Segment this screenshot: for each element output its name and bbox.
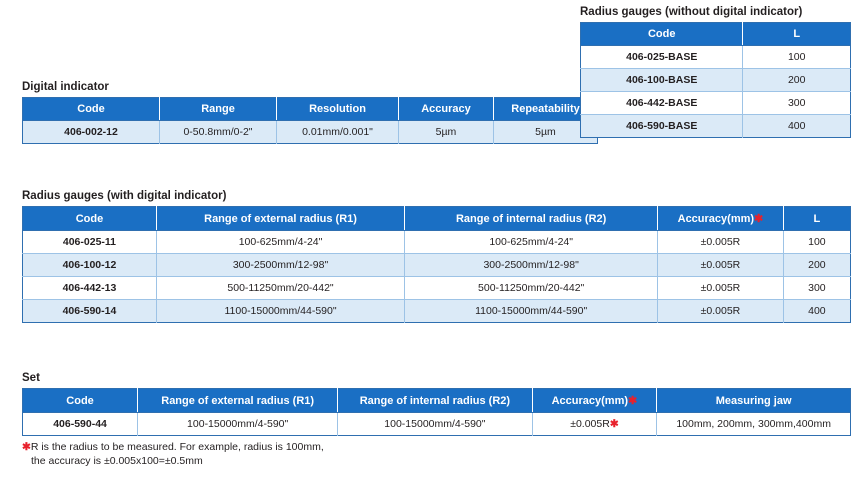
cell-accuracy: ±0.005R <box>658 231 784 254</box>
cell-l: 200 <box>783 254 850 277</box>
cell-internal-radius: 100-15000mm/4-590" <box>338 413 532 436</box>
col-external-radius: Range of external radius (R1) <box>156 207 404 231</box>
table-row <box>23 300 851 323</box>
cell-l: 300 <box>783 277 850 300</box>
table-row <box>581 69 851 92</box>
asterisk-icon: ✱ <box>754 213 764 225</box>
cell-code: 406-025-11 <box>23 231 157 254</box>
col-accuracy-label: Accuracy(mm) <box>677 213 755 225</box>
radius-gauges-with-indicator-block <box>22 190 851 323</box>
col-accuracy: Accuracy <box>399 98 494 121</box>
col-accuracy-label: Accuracy(mm) <box>551 395 629 407</box>
cell-internal-radius: 1100-15000mm/44-590" <box>405 300 658 323</box>
cell-code: 406-442-BASE <box>581 92 743 115</box>
cell-external-radius: 1100-15000mm/44-590" <box>156 300 404 323</box>
set-table <box>22 388 851 436</box>
table-row <box>23 121 598 144</box>
table-row <box>581 92 851 115</box>
footnote-line-1: R is the radius to be measured. For example, radius is 100mm, <box>30 441 324 453</box>
footnote <box>22 440 522 468</box>
col-external-radius: Range of external radius (R1) <box>138 389 338 413</box>
table-row <box>581 115 851 138</box>
radius-gauges-without-indicator-block <box>580 6 851 138</box>
col-l: L <box>743 23 851 46</box>
table-row <box>23 277 851 300</box>
cell-l: 400 <box>783 300 850 323</box>
cell-accuracy: ±0.005R <box>658 277 784 300</box>
cell-resolution: 0.01mm/0.001" <box>277 121 399 144</box>
table-row <box>23 231 851 254</box>
cell-accuracy: ±0.005R <box>658 254 784 277</box>
col-resolution: Resolution <box>277 98 399 121</box>
col-repeatability: Repeatability <box>494 98 598 121</box>
cell-l: 300 <box>743 92 851 115</box>
cell-code: 406-002-12 <box>23 121 160 144</box>
digital-indicator-table <box>22 97 598 144</box>
table-header-row <box>23 98 598 121</box>
cell-external-radius: 500-11250mm/20-442" <box>156 277 404 300</box>
table-header-row <box>581 23 851 46</box>
cell-code: 406-442-13 <box>23 277 157 300</box>
footnote-line-2: the accuracy is ±0.005x100=±0.5mm <box>31 455 203 468</box>
cell-code: 406-025-BASE <box>581 46 743 69</box>
col-l: L <box>783 207 850 231</box>
col-code: Code <box>581 23 743 46</box>
asterisk-icon: ✱ <box>628 395 638 407</box>
cell-external-radius: 100-15000mm/4-590" <box>138 413 338 436</box>
asterisk-icon: ✱ <box>609 418 619 430</box>
cell-accuracy: ±0.005R <box>658 300 784 323</box>
cell-l: 100 <box>743 46 851 69</box>
cell-l: 400 <box>743 115 851 138</box>
table-header-row <box>23 207 851 231</box>
col-code: Code <box>23 98 160 121</box>
cell-internal-radius: 300-2500mm/12-98" <box>405 254 658 277</box>
cell-external-radius: 100-625mm/4-24" <box>156 231 404 254</box>
cell-code: 406-590-14 <box>23 300 157 323</box>
table-row <box>23 254 851 277</box>
table-header-row <box>23 389 851 413</box>
col-code: Code <box>23 207 157 231</box>
cell-measuring-jaw: 100mm, 200mm, 300mm,400mm <box>657 413 851 436</box>
col-internal-radius: Range of internal radius (R2) <box>405 207 658 231</box>
cell-code: 406-590-BASE <box>581 115 743 138</box>
digital-indicator-block <box>22 81 598 144</box>
cell-internal-radius: 500-11250mm/20-442" <box>405 277 658 300</box>
set-title: Set <box>22 372 40 384</box>
cell-code: 406-590-44 <box>23 413 138 436</box>
col-accuracy <box>532 389 657 413</box>
col-range: Range <box>160 98 277 121</box>
cell-l: 200 <box>743 69 851 92</box>
cell-external-radius: 300-2500mm/12-98" <box>156 254 404 277</box>
col-measuring-jaw: Measuring jaw <box>657 389 851 413</box>
cell-code: 406-100-BASE <box>581 69 743 92</box>
digital-indicator-title: Digital indicator <box>22 81 109 93</box>
cell-code: 406-100-12 <box>23 254 157 277</box>
radius-gauges-with-table <box>22 206 851 323</box>
cell-internal-radius: 100-625mm/4-24" <box>405 231 658 254</box>
table-row <box>581 46 851 69</box>
set-block <box>22 372 851 436</box>
radius-gauges-with-title: Radius gauges (with digital indicator) <box>22 190 227 202</box>
cell-l: 100 <box>783 231 850 254</box>
cell-accuracy-value: ±0.005R <box>570 418 610 430</box>
col-code: Code <box>23 389 138 413</box>
cell-range: 0-50.8mm/0-2" <box>160 121 277 144</box>
cell-accuracy <box>532 413 657 436</box>
cell-accuracy: 5µm <box>399 121 494 144</box>
radius-gauges-without-title: Radius gauges (without digital indicator) <box>580 6 803 18</box>
cell-repeatability: 5µm <box>494 121 598 144</box>
col-internal-radius: Range of internal radius (R2) <box>338 389 532 413</box>
table-row <box>23 413 851 436</box>
col-accuracy <box>658 207 784 231</box>
radius-gauges-without-table <box>580 22 851 138</box>
asterisk-icon: ✱ <box>22 441 31 453</box>
